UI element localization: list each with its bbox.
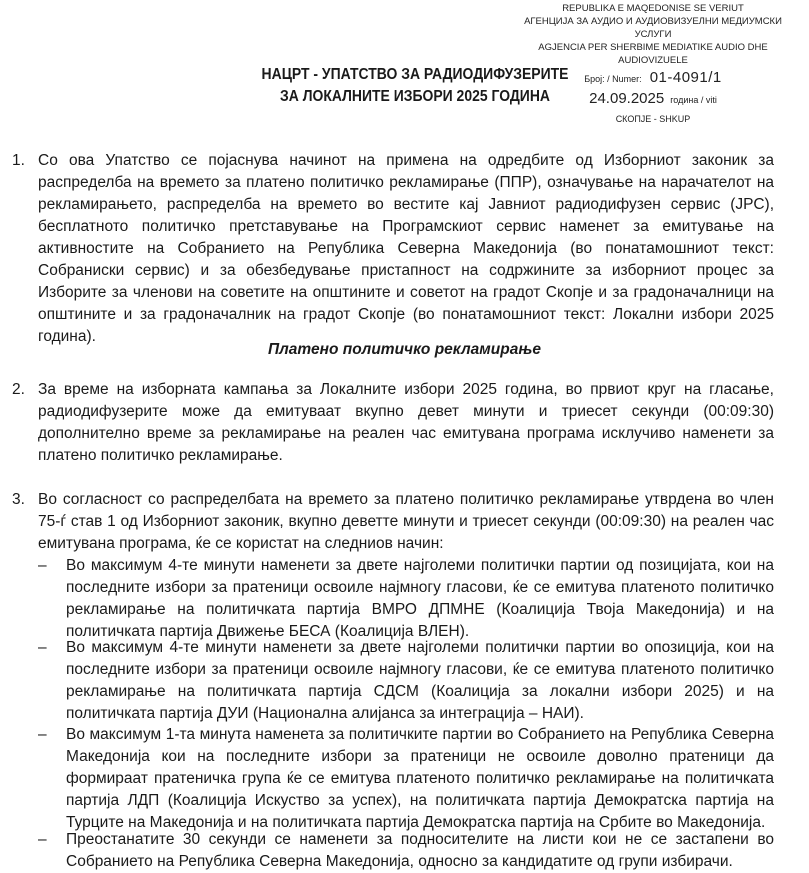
bullet-dash: –	[38, 557, 47, 574]
document-title	[249, 64, 582, 108]
stamp-date-label: година / viti	[670, 95, 717, 105]
stamp-line: AUDIOVIZUELE	[618, 55, 688, 66]
list-item-text: Во максимум 4-те минути наменети за двете најголеми политички партии од позицијата, кои на последните избори за пратеници освоиле најмногу гласови, ќе се емитува платеното политичко рекламирање на политичката партија ВМРО ДПМНЕ (Коалиција Твоја Македонија) и на политичката партија Движење БЕСА (Коалиција ВЛЕН).	[66, 557, 774, 640]
stamp-line: АГЕНЦИЈА ЗА АУДИО И АУДИОВИЗУЕЛНИ МЕДИУМСКИ	[524, 16, 782, 27]
paragraph-number: 3.	[12, 491, 25, 508]
paragraph-text: Во согласност со распределбата на времето за платено политичко рекламирање утврдена во член 75-ѓ став 1 од Изборниот законик, вкупно деветте минути и триесет секунди (00:09:30) на реален час емитувана програма, ќе се користат на следниов начин:	[38, 491, 774, 552]
stamp-date-value: 24.09.2025	[589, 90, 665, 107]
stamp-line: AGJENCIA PER SHERBIME MEDIATIKE AUDIO DHE	[538, 42, 768, 53]
list-item-text: Во максимум 4-те минути наменети за двете најголеми политички партии во опозиција, кои на последните избори за пратеници освоиле најмногу гласови, ќе се емитува платеното политичко рекламирање на политичката партија СДСМ (Коалиција за локални избори 2025) и на политичката партија ДУИ (Национална алијанса за интеграција – НАИ).	[66, 639, 774, 722]
section-heading: Платено политичко рекламирање	[268, 341, 541, 358]
stamp-line: УСЛУГИ	[634, 29, 672, 40]
stamp-place: СКОПЈЕ - SHKUP	[615, 114, 691, 124]
list-item-text: Во максимум 1-та минута наменета за политичките партии во Собранието на Република Северна Македонија кои на последните избори за пратеници не освоиле доволно пратеници да формираат пратеничка група ќе се емитува платеното политичко рекламирање на политичката партија ЛДП (Коалиција Искуство за успех), на политичката партија Демократска партија на Турците на Македонија и на политичката партија Демократска партија на Србите во Македонија.	[66, 726, 774, 831]
stamp-line: REPUBLIKA E MAQEDONISE SE VERIUT	[562, 3, 744, 14]
bullet-dash: –	[38, 831, 47, 848]
bullet-dash: –	[38, 639, 47, 656]
list-item-text: Преостанатите 30 секунди се наменети за подносителите на листи кои не се застапени во Собранието на Република Северна Македонија, односно за кандидатите од групи избирачи.	[66, 831, 774, 870]
paragraph-text: Со ова Упатство се појаснува начинот на примена на одредбите од Изборниот законик за распределба на времето за платено политичко рекламирање (ППР), означување на нарачателот на рекламирањето, распределба на времето во вестите кај Јавниот радиодифузен сервис (ЈРС), бесплатното политичко претставување на Програмскиот сервис наменет за емитување на активностите на Собранието на Република Северна Македонија (во понатамошниот текст: Собраниски сервис) и за обезбедување пристапност на содржините за изборниот процес за Изборите за членови на советите на општините и советот на градот Скопје и за градоначалници на општините и за градоначалник на градот Скопје (во понатамошниот текст: Локални избори 2025 година).	[38, 152, 774, 345]
stamp-number-label: Број: / Numer:	[584, 74, 642, 84]
paragraph-text: За време на изборната кампања за Локалните избори 2025 година, во првиот круг на гласање, радиодифузерите може да емитуваат вкупно девет минути и триесет секунди (00:09:30) дополнително време за рекламирање на реален час емитувана програма исклучиво наменети за платено политичко рекламирање.	[38, 381, 774, 464]
title-line-1: НАЦРТ - УПАТСТВО ЗА РАДИОДИФУЗЕРИТЕ	[261, 66, 569, 83]
bullet-dash: –	[38, 726, 47, 743]
paragraph-number: 2.	[12, 381, 25, 398]
stamp-number-value: 01-4091/1	[649, 69, 722, 86]
title-line-2: ЗА ЛОКАЛНИТЕ ИЗБОРИ 2025 ГОДИНА	[280, 88, 550, 105]
paragraph-number: 1.	[12, 152, 25, 169]
